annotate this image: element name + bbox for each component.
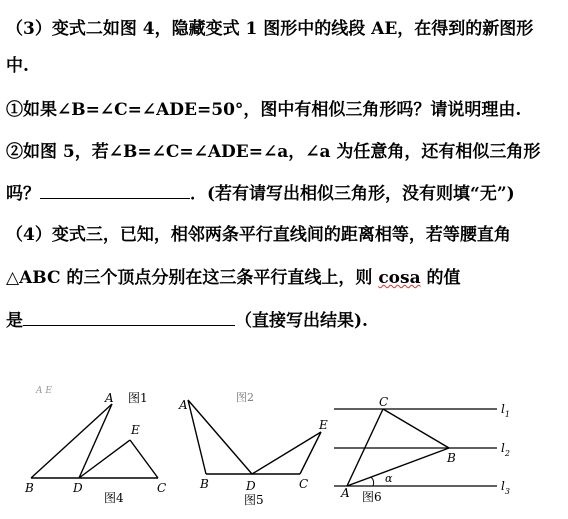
fig6-label-a: A <box>341 486 350 500</box>
fig6-line-label-1 <box>501 402 510 419</box>
text-line-6: （4）变式三，已知，相邻两条平行直线间的距离相等，若等腰直角 <box>6 225 511 245</box>
fig4-label-b: B <box>25 481 34 495</box>
fig6-line-2-name: l <box>501 441 505 455</box>
fig4-segment-de <box>79 440 130 478</box>
fig4-segment-ec <box>130 440 158 478</box>
fig6-line-3-name: l <box>501 479 505 493</box>
text-line-8-start: 是 <box>6 311 23 331</box>
fig4-label-a: A <box>105 391 114 405</box>
fig1-caption: 图1 <box>128 391 148 405</box>
fig5-caption: 图5 <box>244 493 264 507</box>
fig6-segment-cb <box>383 409 449 448</box>
fig6-label-c: C <box>379 395 389 409</box>
fig4-label-d: D <box>73 481 83 495</box>
text-line-4: ②如图 5，若∠B=∠C=∠ADE=∠a，∠a 为任意角，还有相似三角形 <box>6 142 541 162</box>
cosa-term: cosa <box>378 268 421 288</box>
fig4-label-c: C <box>157 481 167 495</box>
text-line-3: ①如果∠B=∠C=∠ADE=50°，图中有相似三角形吗？请说明理由. <box>6 100 522 120</box>
fig6-line-2-sub: 2 <box>504 449 510 458</box>
fig6-line-1-name: l <box>501 402 505 416</box>
fig6-angle-arc <box>371 477 374 486</box>
text-line-5-start: 吗？ <box>6 184 40 204</box>
fig6-line-label-2 <box>501 441 510 458</box>
figure-5 <box>188 400 321 474</box>
fig4-label-e: E <box>131 423 140 437</box>
fig4-segment-ad <box>79 404 112 478</box>
fig6-line-label-3 <box>501 479 510 496</box>
text-line-2: 中. <box>6 56 29 76</box>
fig4-caption: 图4 <box>104 491 124 505</box>
fig5-label-e: E <box>319 418 328 432</box>
fig5-label-d: D <box>246 479 256 493</box>
fig4-faint-label: A E <box>36 386 52 396</box>
fig5-label-b: B <box>200 477 209 491</box>
fig6-label-b: B <box>447 451 456 465</box>
text-line-7-start: △ABC 的三个顶点分别在这三条平行直线上，则 <box>6 268 379 288</box>
text-line-7-end: 的值 <box>420 268 461 288</box>
fig6-angle-label: α <box>385 472 393 485</box>
figure-6 <box>334 409 497 486</box>
fig6-caption: 图6 <box>362 490 382 504</box>
fig6-line-1-sub: 1 <box>504 410 510 419</box>
text-line-8-end: （直接写出结果). <box>235 311 368 331</box>
fig5-label-a: A <box>179 398 188 412</box>
fig4-segment-ab <box>31 404 112 478</box>
fig5-label-c: C <box>299 477 309 491</box>
fig6-line-3-sub: 3 <box>504 487 510 496</box>
figure-4 <box>31 404 158 478</box>
text-line-5-end: ．(若有请写出相似三角形，没有则填“无”) <box>190 184 515 204</box>
fig2-caption: 图2 <box>236 391 254 404</box>
text-line-1: （3）变式二如图 4，隐藏变式 1 图形中的线段 AE，在得到的新图形 <box>6 19 534 39</box>
